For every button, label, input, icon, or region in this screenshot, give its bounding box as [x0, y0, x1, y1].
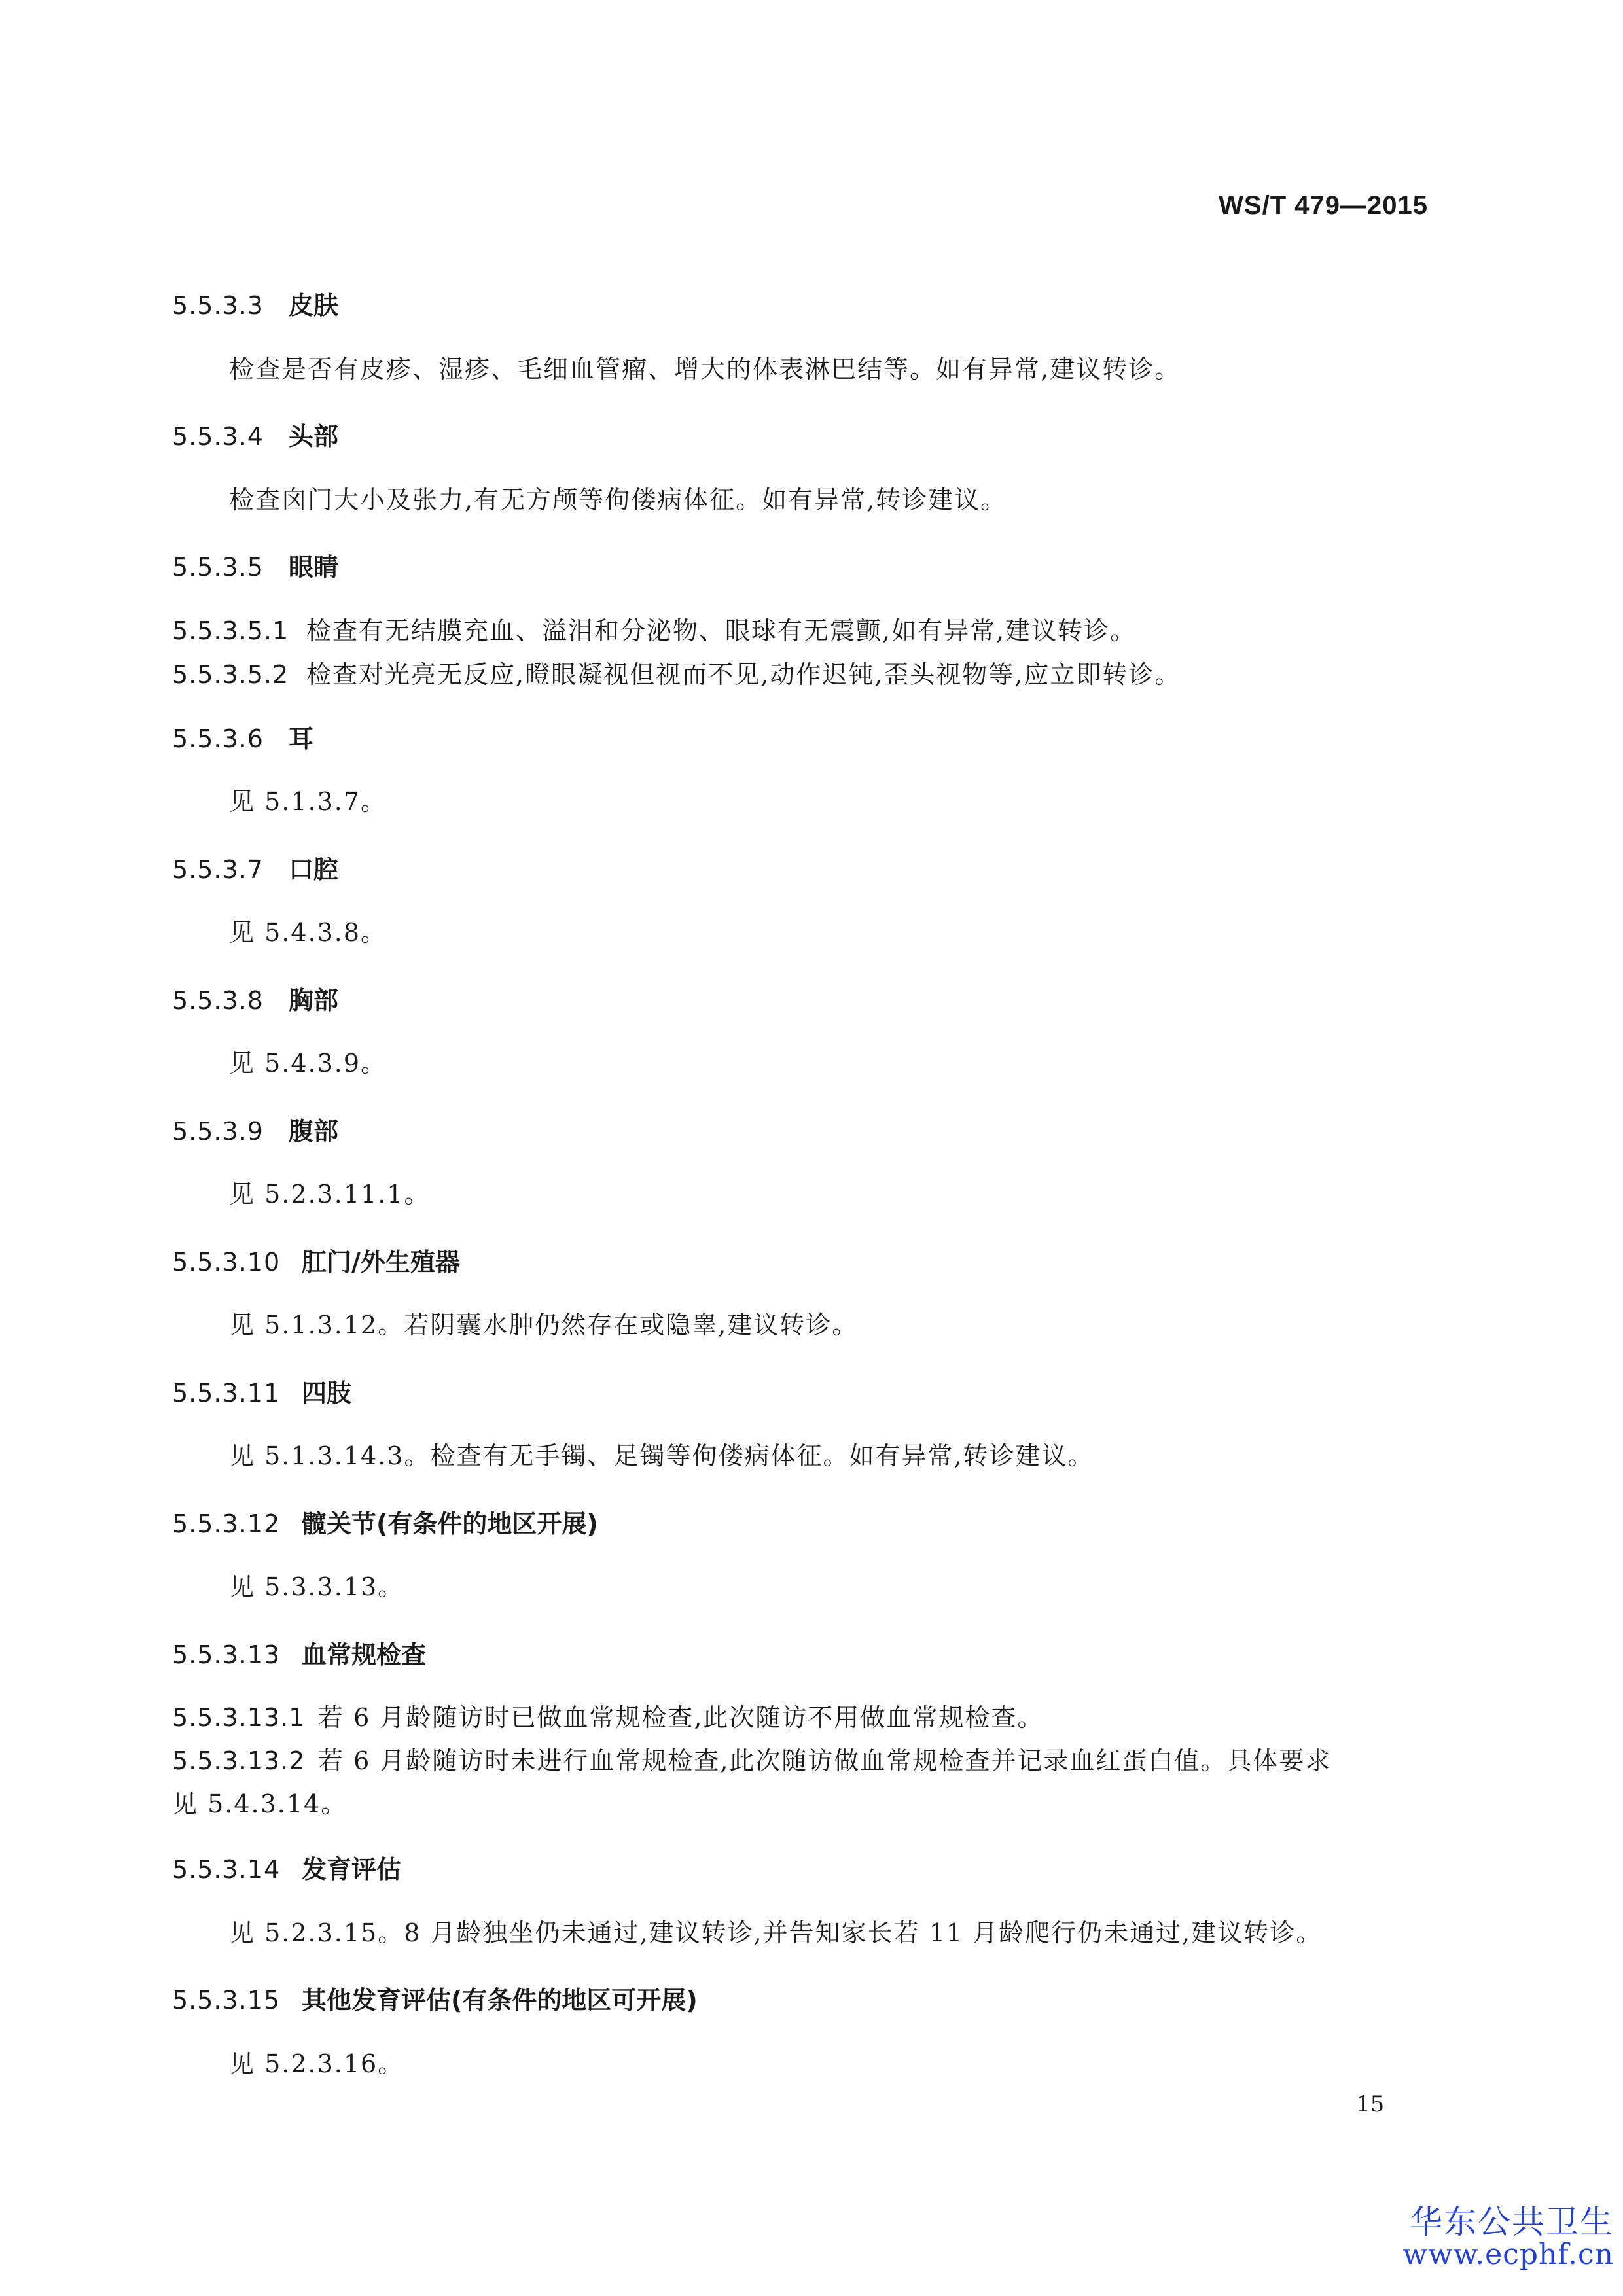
section-heading-limbs: [172, 1381, 351, 1405]
section-text-oral: 见 5.4.3.8。: [229, 918, 387, 947]
section-heading-oral: [172, 857, 338, 882]
section-number: 5.5.3.3: [172, 291, 264, 320]
section-number: 5.5.3.7: [172, 855, 264, 884]
sub-item-number: 5.5.3.5.1: [172, 616, 289, 645]
sub-item-text: 检查有无结膜充血、溢泪和分泌物、眼球有无震颤,如有异常,建议转诊。: [306, 616, 1137, 645]
section-title: 皮肤: [289, 291, 339, 320]
section-number: 5.5.3.6: [172, 724, 264, 753]
section-heading-ear: [172, 726, 313, 751]
section-heading-hip: [172, 1511, 598, 1536]
sub-item-text: 检查对光亮无反应,瞪眼凝视但视而不见,动作迟钝,歪头视物等,应立即转诊。: [306, 660, 1181, 689]
section-text-ear: 见 5.1.3.7。: [229, 787, 387, 816]
section-title: 血常规检查: [302, 1640, 427, 1669]
sub-item-text: 若 6 月龄随访时已做血常规检查,此次随访不用做血常规检查。: [318, 1703, 1044, 1732]
section-heading-development: [172, 1857, 401, 1882]
sub-item-eyes-1: [172, 618, 1136, 643]
section-title: 肛门/外生殖器: [302, 1248, 460, 1277]
document-code: WS/T 479—2015: [1219, 191, 1428, 220]
section-number: 5.5.3.15: [172, 1986, 281, 2015]
section-text-abdomen: 见 5.2.3.11.1。: [229, 1180, 431, 1209]
section-title: 耳: [289, 724, 314, 753]
page-number: 15: [1356, 2091, 1385, 2117]
section-heading-other-development: [172, 1988, 698, 2013]
section-title: 其他发育评估(有条件的地区可开展): [302, 1986, 698, 2015]
section-title: 腹部: [289, 1117, 339, 1146]
section-number: 5.5.3.8: [172, 986, 264, 1015]
section-number: 5.5.3.10: [172, 1248, 281, 1277]
section-title: 髋关节(有条件的地区开展): [302, 1510, 598, 1538]
section-title: 头部: [289, 422, 339, 451]
section-number: 5.5.3.9: [172, 1117, 264, 1146]
section-title: 四肢: [302, 1379, 352, 1407]
section-heading-eyes: [172, 555, 338, 580]
section-text-genitals: 见 5.1.3.12。若阴囊水肿仍然存在或隐睾,建议转诊。: [229, 1311, 859, 1339]
section-title: 眼睛: [289, 553, 339, 582]
section-title: 胸部: [289, 986, 339, 1015]
section-number: 5.5.3.14: [172, 1855, 281, 1884]
section-number: 5.5.3.5: [172, 553, 264, 582]
section-heading-abdomen: [172, 1119, 338, 1144]
section-number: 5.5.3.12: [172, 1510, 281, 1538]
sub-item-text: 若 6 月龄随访时未进行血常规检查,此次随访做血常规检查并记录血红蛋白值。具体要求: [318, 1746, 1332, 1775]
section-title: 发育评估: [302, 1855, 402, 1884]
section-text-limbs: 见 5.1.3.14.3。检查有无手镯、足镯等佝偻病体征。如有异常,转诊建议。: [229, 1441, 1094, 1470]
section-heading-skin: [172, 293, 338, 318]
section-title: 口腔: [289, 855, 339, 884]
section-text-head: 检查囟门大小及张力,有无方颅等佝偻病体征。如有异常,转诊建议。: [229, 486, 1007, 514]
section-heading-blood-test: [172, 1642, 426, 1667]
section-heading-head: [172, 424, 338, 449]
section-number: 5.5.3.4: [172, 422, 264, 451]
sub-item-eyes-2: [172, 662, 1181, 687]
sub-item-blood-test-2: [172, 1748, 1331, 1773]
section-text-chest: 见 5.4.3.9。: [229, 1049, 387, 1078]
watermark-url[interactable]: www.ecphf.cn: [1402, 2238, 1614, 2271]
sub-item-number: 5.5.3.13.2: [172, 1746, 306, 1775]
section-text-skin: 检查是否有皮疹、湿疹、毛细血管瘤、增大的体表淋巴结等。如有异常,建议转诊。: [229, 355, 1181, 383]
section-text-hip: 见 5.3.3.13。: [229, 1572, 404, 1601]
sub-item-number: 5.5.3.5.2: [172, 660, 289, 689]
sub-item-number: 5.5.3.13.1: [172, 1703, 306, 1732]
sub-item-blood-test-1: [172, 1705, 1043, 1730]
section-text-other-development: 见 5.2.3.16。: [229, 2049, 404, 2078]
section-heading-chest: [172, 988, 338, 1013]
sub-item-blood-test-2-continued: 见 5.4.3.14。: [172, 1790, 348, 1818]
section-number: 5.5.3.13: [172, 1640, 281, 1669]
section-heading-genitals: [172, 1250, 460, 1275]
watermark-name: 华东公共卫生: [1410, 2203, 1614, 2241]
section-number: 5.5.3.11: [172, 1379, 281, 1407]
section-text-development: 见 5.2.3.15。8 月龄独坐仍未通过,建议转诊,并告知家长若 11 月龄爬行仍未通过,建议转诊。: [229, 1918, 1323, 1947]
